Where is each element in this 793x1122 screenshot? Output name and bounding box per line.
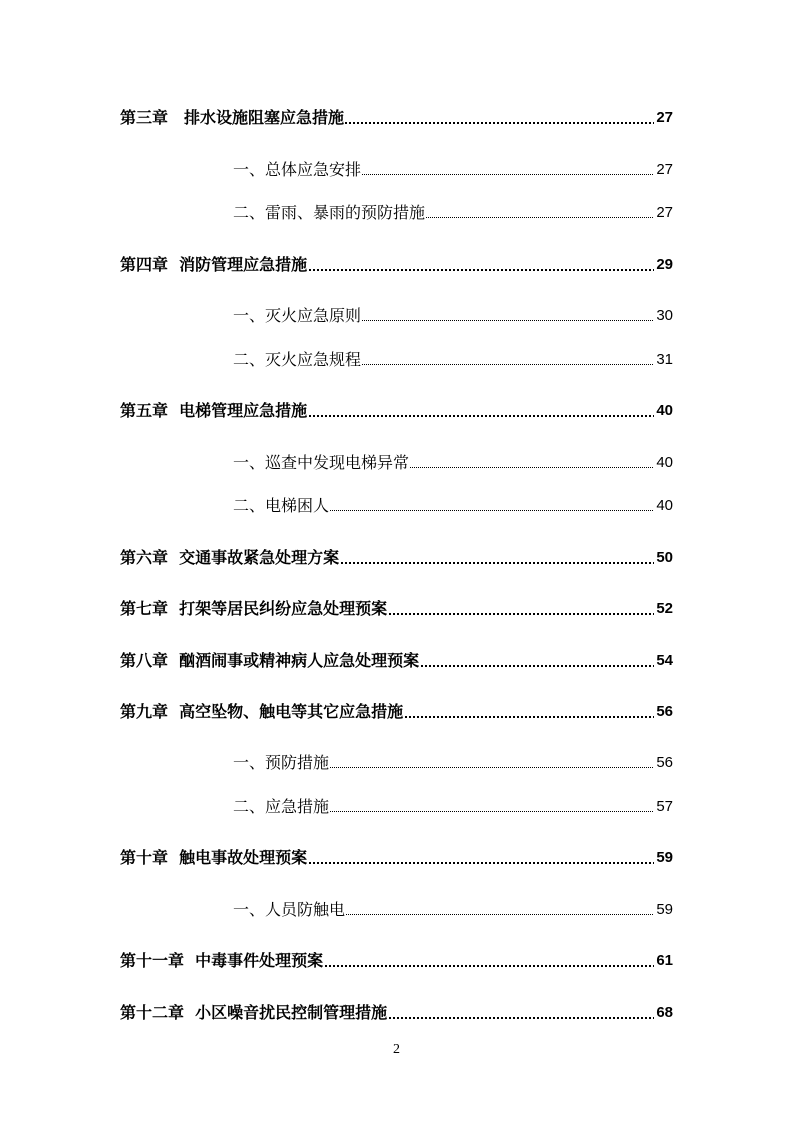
- toc-entry-page: 56: [654, 700, 673, 724]
- toc-entry-page: 40: [654, 451, 673, 475]
- toc-entry-section[interactable]: [0, 751, 793, 775]
- toc-entry-page: 50: [654, 546, 673, 570]
- toc-entry-page: 68: [654, 1001, 673, 1025]
- toc-entry-page: 30: [654, 304, 673, 328]
- toc-entry-title: 第七章 打架等居民纠纷应急处理预案: [120, 597, 387, 621]
- toc-entry-page: 27: [654, 106, 673, 130]
- toc-entry-page: 40: [654, 494, 673, 518]
- toc-entry-title: 第九章 高空坠物、触电等其它应急措施: [120, 700, 403, 724]
- toc-entry-section[interactable]: [0, 348, 793, 372]
- toc-entry-section[interactable]: [0, 795, 793, 819]
- toc-entry-page: 57: [654, 795, 673, 819]
- toc-entry-title: 第八章 酗酒闹事或精神病人应急处理预案: [120, 649, 419, 673]
- toc-entry-title: 第十章 触电事故处理预案: [120, 846, 307, 870]
- toc-entry-chapter-11[interactable]: [0, 949, 793, 973]
- toc-entry-title: 第五章 电梯管理应急措施: [120, 399, 307, 423]
- toc-entry-title: 一、灭火应急原则: [233, 304, 361, 328]
- toc-entry-title: 二、应急措施: [233, 795, 329, 819]
- toc-entry-title: 一、人员防触电: [233, 898, 345, 922]
- toc-entry-title: 第十一章 中毒事件处理预案: [120, 949, 323, 973]
- toc-entry-title: 一、巡查中发现电梯异常: [233, 451, 409, 475]
- toc-entry-page: 29: [654, 253, 673, 277]
- toc-entry-chapter-6[interactable]: [0, 546, 793, 570]
- toc-entry-page: 27: [654, 158, 673, 182]
- toc-entry-chapter-4[interactable]: [0, 253, 793, 277]
- toc-entry-chapter-10[interactable]: [0, 846, 793, 870]
- toc-entry-title: 第三章 排水设施阻塞应急措施: [120, 106, 344, 130]
- toc-entry-section[interactable]: [0, 898, 793, 922]
- toc-entry-page: 59: [654, 898, 673, 922]
- toc-entry-chapter-3[interactable]: [0, 106, 793, 130]
- toc-entry-page: 54: [654, 649, 673, 673]
- toc-entry-section[interactable]: [0, 451, 793, 475]
- toc-entry-section[interactable]: [0, 304, 793, 328]
- toc-entry-section[interactable]: [0, 201, 793, 225]
- toc-entry-page: 56: [654, 751, 673, 775]
- toc-entry-title: 第六章 交通事故紧急处理方案: [120, 546, 339, 570]
- toc-entry-title: 二、灭火应急规程: [233, 348, 361, 372]
- toc-entry-page: 31: [654, 348, 673, 372]
- toc-entry-title: 二、电梯困人: [233, 494, 329, 518]
- toc-entry-chapter-5[interactable]: [0, 399, 793, 423]
- toc-entry-chapter-12[interactable]: [0, 1001, 793, 1025]
- toc-entry-title: 第四章 消防管理应急措施: [120, 253, 307, 277]
- toc-entry-section[interactable]: [0, 494, 793, 518]
- toc-entry-section[interactable]: [0, 158, 793, 182]
- toc-entry-title: 第十二章 小区噪音扰民控制管理措施: [120, 1001, 387, 1025]
- toc-entry-page: 52: [654, 597, 673, 621]
- page-number: 2: [393, 1042, 400, 1057]
- toc-entry-chapter-8[interactable]: [0, 649, 793, 673]
- toc-entry-page: 40: [654, 399, 673, 423]
- toc-entry-title: 一、预防措施: [233, 751, 329, 775]
- toc-entry-page: 61: [654, 949, 673, 973]
- toc-entry-title: 一、总体应急安排: [233, 158, 361, 182]
- toc-entry-chapter-7[interactable]: [0, 597, 793, 621]
- toc-entry-page: 59: [654, 846, 673, 870]
- toc-entry-title: 二、雷雨、暴雨的预防措施: [233, 201, 425, 225]
- toc-entry-page: 27: [654, 201, 673, 225]
- toc-entry-chapter-9[interactable]: [0, 700, 793, 724]
